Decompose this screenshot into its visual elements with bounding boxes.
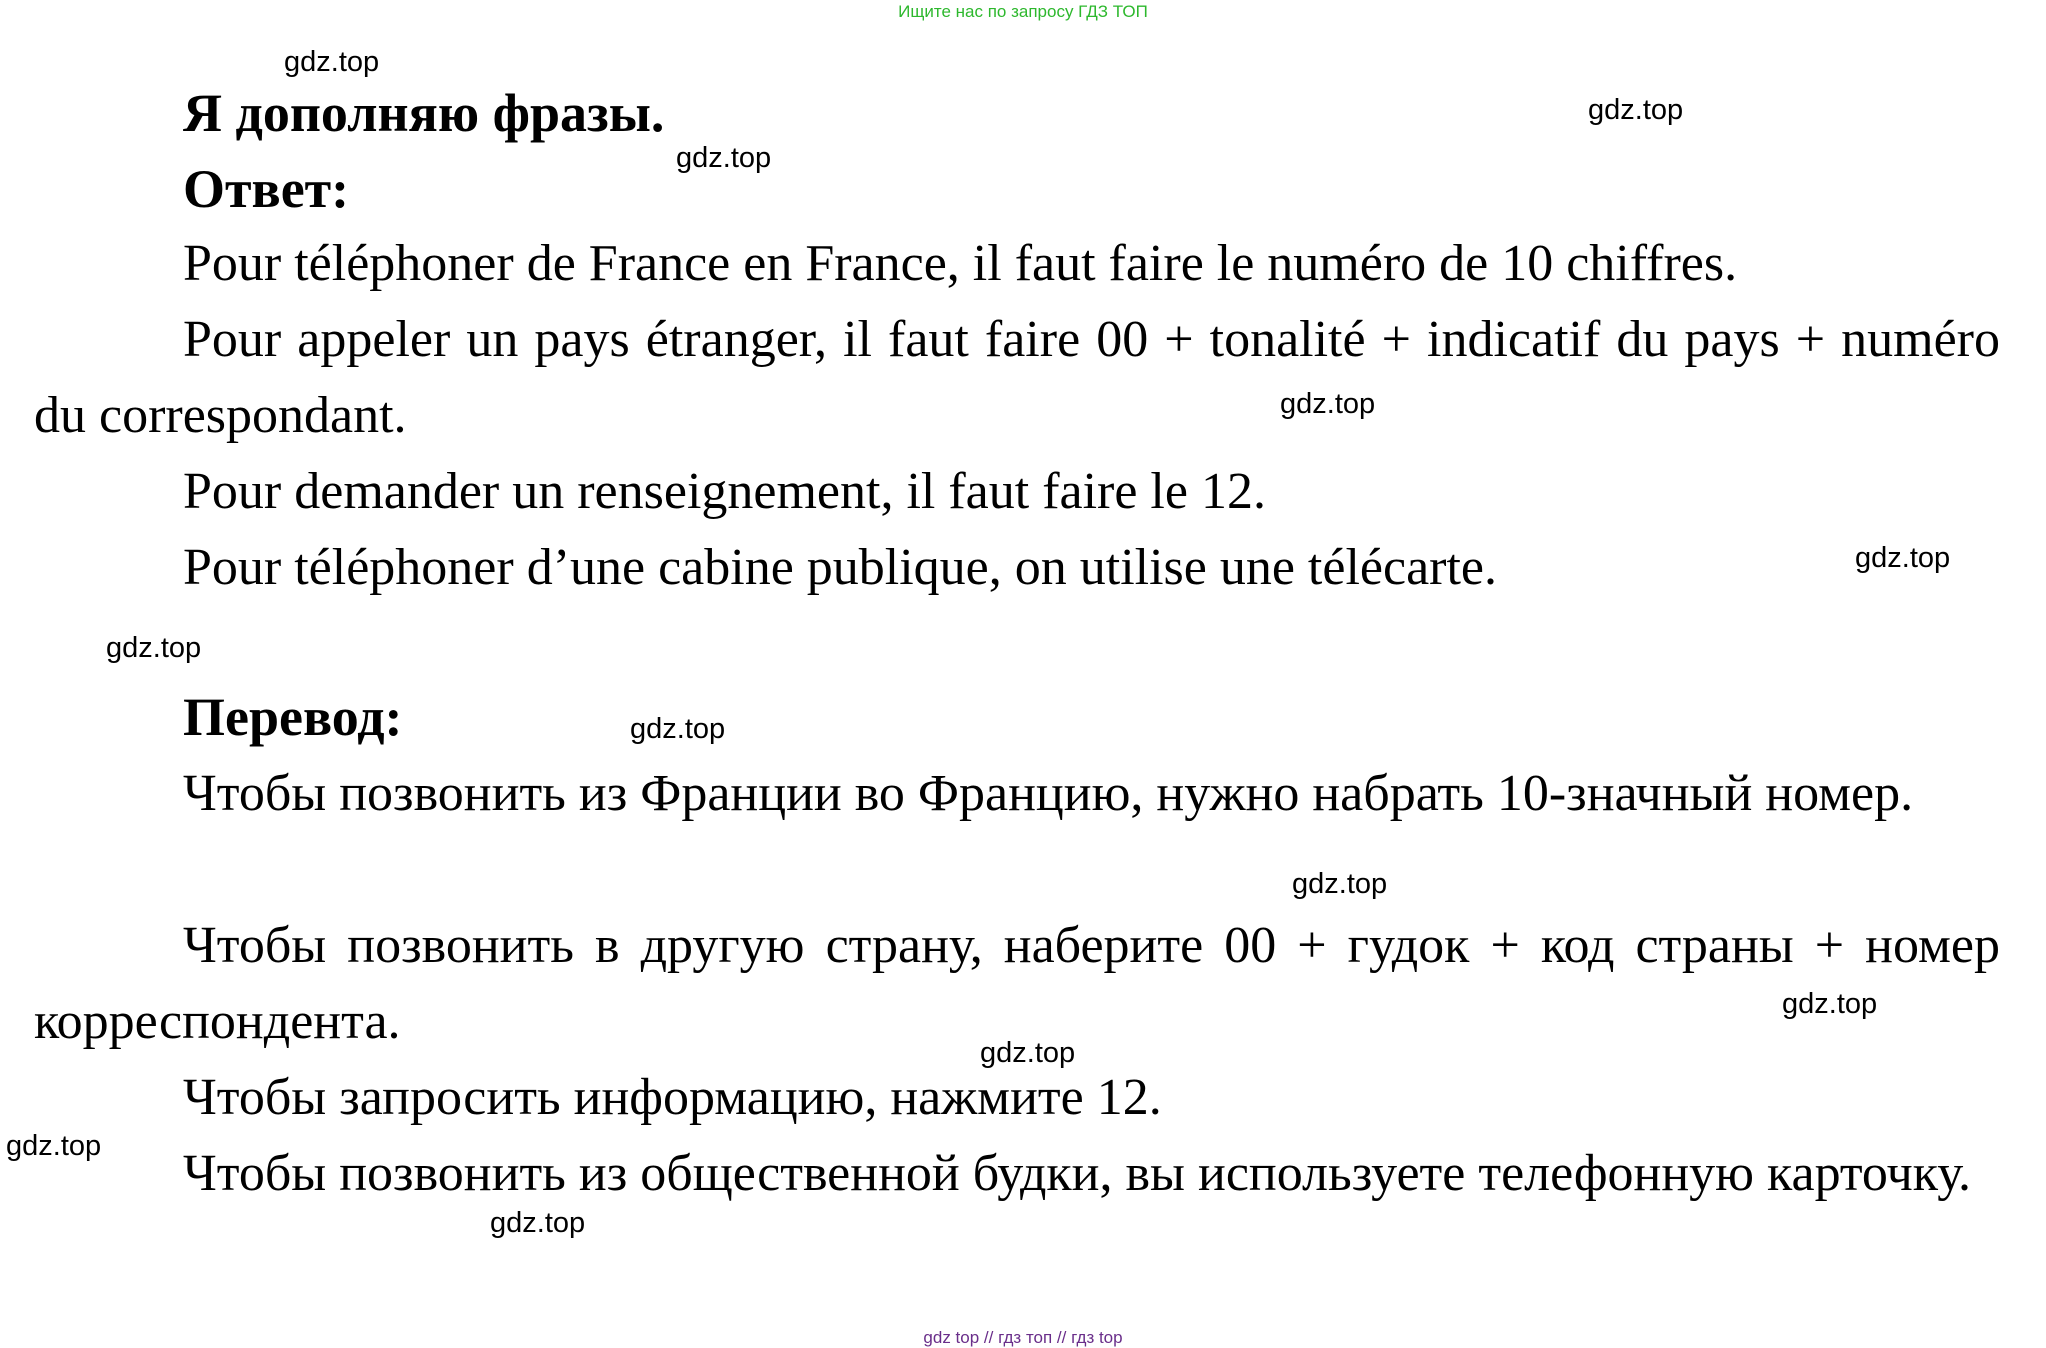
watermark: gdz.top — [980, 1037, 1076, 1069]
answer-paragraph: Pour téléphoner d’une cabine publique, on utilise une télécarte. — [183, 539, 1497, 596]
answer-paragraph: Pour appeler un pays étranger, il faut faire 00 + tonalité + indicatif du pays + numéro du correspondant. — [34, 311, 2000, 444]
translation-paragraph: Чтобы запросить информацию, нажмите 12. — [183, 1069, 1162, 1126]
answer-paragraph: Pour téléphoner de France en France, il faut faire le numéro de 10 chiffres. — [183, 235, 1738, 292]
page-title: Я дополняю фразы. — [183, 83, 665, 143]
watermark: gdz.top — [676, 142, 772, 174]
watermark: gdz.top — [1588, 94, 1684, 126]
watermark: gdz.top — [6, 1130, 102, 1162]
translation-paragraph: Чтобы позвонить из Франции во Францию, нужно набрать 10-значный номер. — [183, 765, 1914, 822]
watermark: gdz.top — [630, 713, 726, 745]
answer-paragraph: Pour demander un renseignement, il faut faire le 12. — [183, 463, 1266, 520]
translation-paragraph: Чтобы позвонить из общественной будки, вы используете телефонную карточку. — [183, 1145, 1972, 1202]
footer-links[interactable]: gdz top // гдз топ // гдз top — [923, 1328, 1123, 1347]
translation-paragraph: Чтобы позвонить в другую страну, наберите 00 + гудок + код страны + номер корреспондента. — [34, 917, 2000, 1050]
watermark: gdz.top — [284, 46, 380, 78]
watermark: gdz.top — [1855, 542, 1951, 574]
watermark: gdz.top — [1782, 988, 1878, 1020]
translation-heading: Перевод: — [183, 687, 403, 747]
top-banner-link[interactable]: Ищите нас по запросу ГДЗ ТОП — [898, 2, 1148, 21]
watermark: gdz.top — [106, 632, 202, 664]
answer-heading: Ответ: — [183, 159, 350, 219]
watermark: gdz.top — [1292, 868, 1388, 900]
watermark: gdz.top — [1280, 388, 1376, 420]
watermark: gdz.top — [490, 1207, 586, 1239]
